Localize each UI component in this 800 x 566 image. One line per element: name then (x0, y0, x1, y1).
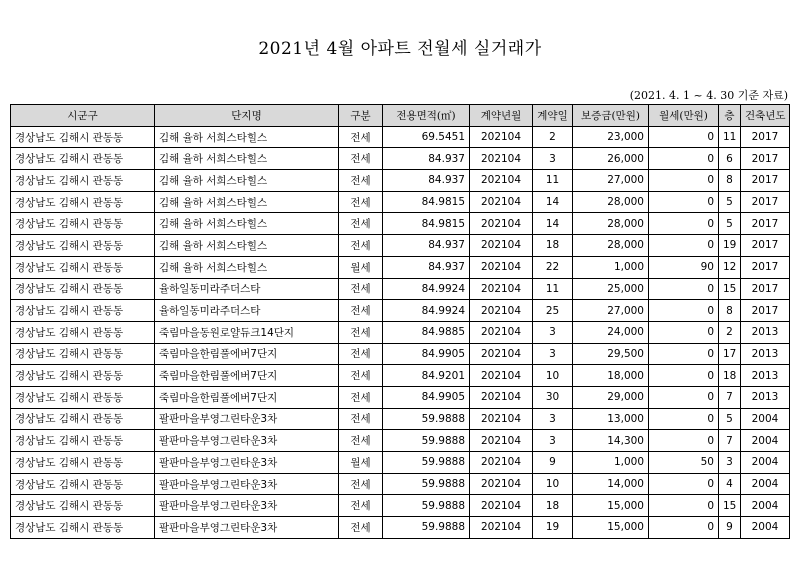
cell-area: 84.9905 (383, 343, 470, 365)
cell-monthly-rent: 0 (649, 495, 719, 517)
cell-contract-day: 14 (533, 191, 573, 213)
cell-deposit: 26,000 (573, 148, 649, 170)
cell-contract-day: 2 (533, 126, 573, 148)
cell-area: 84.9201 (383, 365, 470, 387)
cell-contract-month: 202104 (470, 452, 533, 474)
cell-floor: 4 (719, 473, 741, 495)
cell-contract-type: 전세 (339, 473, 383, 495)
cell-contract-day: 3 (533, 430, 573, 452)
cell-build-year: 2017 (741, 148, 790, 170)
cell-area: 59.9888 (383, 517, 470, 539)
cell-area: 84.9815 (383, 191, 470, 213)
cell-monthly-rent: 0 (649, 278, 719, 300)
cell-build-year: 2004 (741, 473, 790, 495)
cell-monthly-rent: 50 (649, 452, 719, 474)
cell-contract-month: 202104 (470, 256, 533, 278)
cell-floor: 6 (719, 148, 741, 170)
cell-contract-type: 전세 (339, 191, 383, 213)
cell-complex-name: 김해 율하 서희스타힐스 (155, 126, 339, 148)
column-header-region: 시군구 (11, 105, 155, 127)
cell-build-year: 2013 (741, 343, 790, 365)
cell-floor: 15 (719, 278, 741, 300)
cell-contract-day: 30 (533, 386, 573, 408)
cell-region: 경상남도 김해시 관동동 (11, 148, 155, 170)
cell-complex-name: 김해 율하 서희스타힐스 (155, 170, 339, 192)
cell-monthly-rent: 0 (649, 517, 719, 539)
cell-region: 경상남도 김해시 관동동 (11, 191, 155, 213)
cell-contract-type: 전세 (339, 235, 383, 257)
cell-area: 84.9924 (383, 300, 470, 322)
cell-build-year: 2004 (741, 408, 790, 430)
table-row (11, 365, 790, 387)
cell-region: 경상남도 김해시 관동동 (11, 473, 155, 495)
cell-area: 84.937 (383, 148, 470, 170)
cell-floor: 19 (719, 235, 741, 257)
cell-build-year: 2013 (741, 321, 790, 343)
cell-contract-month: 202104 (470, 278, 533, 300)
table-row (11, 300, 790, 322)
rental-transactions-table (10, 104, 790, 539)
cell-floor: 7 (719, 430, 741, 452)
cell-build-year: 2017 (741, 278, 790, 300)
cell-contract-month: 202104 (470, 321, 533, 343)
cell-area: 69.5451 (383, 126, 470, 148)
cell-deposit: 29,500 (573, 343, 649, 365)
cell-area: 59.9888 (383, 473, 470, 495)
column-header-deposit: 보증금(만원) (573, 105, 649, 127)
cell-complex-name: 김해 율하 서희스타힐스 (155, 256, 339, 278)
cell-floor: 5 (719, 213, 741, 235)
table-body (11, 126, 790, 538)
cell-complex-name: 김해 율하 서희스타힐스 (155, 235, 339, 257)
cell-monthly-rent: 90 (649, 256, 719, 278)
column-header-contract-month: 계약년월 (470, 105, 533, 127)
cell-region: 경상남도 김해시 관동동 (11, 235, 155, 257)
cell-deposit: 28,000 (573, 235, 649, 257)
cell-contract-month: 202104 (470, 126, 533, 148)
cell-complex-name: 팔판마을부영그린타운3차 (155, 452, 339, 474)
table-row (11, 126, 790, 148)
column-header-build-year: 건축년도 (741, 105, 790, 127)
cell-region: 경상남도 김해시 관동동 (11, 365, 155, 387)
cell-monthly-rent: 0 (649, 170, 719, 192)
cell-area: 84.9885 (383, 321, 470, 343)
cell-contract-month: 202104 (470, 343, 533, 365)
cell-deposit: 1,000 (573, 256, 649, 278)
cell-contract-month: 202104 (470, 386, 533, 408)
cell-contract-month: 202104 (470, 473, 533, 495)
cell-monthly-rent: 0 (649, 365, 719, 387)
cell-contract-day: 10 (533, 473, 573, 495)
cell-contract-type: 전세 (339, 430, 383, 452)
cell-contract-day: 19 (533, 517, 573, 539)
cell-build-year: 2017 (741, 300, 790, 322)
cell-area: 84.9815 (383, 213, 470, 235)
cell-contract-day: 3 (533, 321, 573, 343)
cell-monthly-rent: 0 (649, 473, 719, 495)
cell-contract-day: 11 (533, 278, 573, 300)
cell-contract-type: 전세 (339, 126, 383, 148)
table-row (11, 321, 790, 343)
cell-contract-type: 전세 (339, 408, 383, 430)
cell-contract-month: 202104 (470, 365, 533, 387)
table-row (11, 148, 790, 170)
cell-monthly-rent: 0 (649, 386, 719, 408)
cell-deposit: 15,000 (573, 495, 649, 517)
document-title: 2021년 4월 아파트 전월세 실거래가 (258, 39, 542, 59)
cell-area: 84.9924 (383, 278, 470, 300)
cell-monthly-rent: 0 (649, 408, 719, 430)
cell-deposit: 1,000 (573, 452, 649, 474)
cell-deposit: 29,000 (573, 386, 649, 408)
cell-region: 경상남도 김해시 관동동 (11, 430, 155, 452)
cell-monthly-rent: 0 (649, 235, 719, 257)
cell-deposit: 28,000 (573, 213, 649, 235)
cell-monthly-rent: 0 (649, 191, 719, 213)
cell-contract-type: 전세 (339, 213, 383, 235)
cell-contract-day: 22 (533, 256, 573, 278)
cell-monthly-rent: 0 (649, 343, 719, 365)
cell-contract-month: 202104 (470, 430, 533, 452)
cell-build-year: 2017 (741, 256, 790, 278)
table-row (11, 495, 790, 517)
cell-complex-name: 죽림마을한림풀에버7단지 (155, 343, 339, 365)
cell-monthly-rent: 0 (649, 321, 719, 343)
cell-contract-month: 202104 (470, 517, 533, 539)
cell-contract-type: 전세 (339, 300, 383, 322)
cell-deposit: 27,000 (573, 300, 649, 322)
cell-region: 경상남도 김해시 관동동 (11, 278, 155, 300)
table-row (11, 408, 790, 430)
table-row (11, 452, 790, 474)
column-header-floor: 층 (719, 105, 741, 127)
cell-contract-type: 월세 (339, 452, 383, 474)
cell-contract-month: 202104 (470, 213, 533, 235)
cell-build-year: 2017 (741, 170, 790, 192)
cell-monthly-rent: 0 (649, 300, 719, 322)
cell-deposit: 28,000 (573, 191, 649, 213)
cell-area: 59.9888 (383, 430, 470, 452)
cell-build-year: 2017 (741, 235, 790, 257)
cell-area: 84.937 (383, 235, 470, 257)
cell-monthly-rent: 0 (649, 213, 719, 235)
cell-deposit: 14,300 (573, 430, 649, 452)
cell-floor: 5 (719, 191, 741, 213)
cell-complex-name: 팔판마을부영그린타운3차 (155, 473, 339, 495)
cell-complex-name: 팔판마을부영그린타운3차 (155, 517, 339, 539)
cell-build-year: 2004 (741, 452, 790, 474)
cell-floor: 7 (719, 386, 741, 408)
cell-deposit: 14,000 (573, 473, 649, 495)
cell-contract-day: 11 (533, 170, 573, 192)
cell-build-year: 2017 (741, 213, 790, 235)
cell-complex-name: 죽림마을동원로얄듀크14단지 (155, 321, 339, 343)
cell-build-year: 2017 (741, 126, 790, 148)
cell-floor: 18 (719, 365, 741, 387)
cell-deposit: 13,000 (573, 408, 649, 430)
column-header-complex-name: 단지명 (155, 105, 339, 127)
table-row (11, 430, 790, 452)
cell-region: 경상남도 김해시 관동동 (11, 170, 155, 192)
cell-build-year: 2004 (741, 495, 790, 517)
cell-monthly-rent: 0 (649, 148, 719, 170)
table-row (11, 256, 790, 278)
column-header-monthly-rent: 월세(만원) (649, 105, 719, 127)
cell-region: 경상남도 김해시 관동동 (11, 213, 155, 235)
cell-floor: 3 (719, 452, 741, 474)
cell-floor: 12 (719, 256, 741, 278)
table-row (11, 213, 790, 235)
cell-floor: 15 (719, 495, 741, 517)
cell-region: 경상남도 김해시 관동동 (11, 300, 155, 322)
cell-complex-name: 김해 율하 서희스타힐스 (155, 148, 339, 170)
cell-complex-name: 죽림마을한림풀에버7단지 (155, 365, 339, 387)
cell-contract-type: 월세 (339, 256, 383, 278)
cell-contract-type: 전세 (339, 495, 383, 517)
cell-region: 경상남도 김해시 관동동 (11, 517, 155, 539)
cell-floor: 8 (719, 170, 741, 192)
cell-region: 경상남도 김해시 관동동 (11, 126, 155, 148)
cell-deposit: 25,000 (573, 278, 649, 300)
cell-contract-type: 전세 (339, 148, 383, 170)
cell-region: 경상남도 김해시 관동동 (11, 343, 155, 365)
cell-region: 경상남도 김해시 관동동 (11, 408, 155, 430)
table-row (11, 473, 790, 495)
cell-area: 59.9888 (383, 495, 470, 517)
table-header-row (11, 105, 790, 127)
cell-contract-day: 25 (533, 300, 573, 322)
cell-contract-month: 202104 (470, 300, 533, 322)
column-header-contract-type: 구분 (339, 105, 383, 127)
cell-contract-type: 전세 (339, 278, 383, 300)
cell-contract-type: 전세 (339, 170, 383, 192)
cell-floor: 9 (719, 517, 741, 539)
cell-build-year: 2017 (741, 191, 790, 213)
cell-deposit: 18,000 (573, 365, 649, 387)
cell-contract-month: 202104 (470, 235, 533, 257)
cell-deposit: 23,000 (573, 126, 649, 148)
column-header-area: 전용면적(㎡) (383, 105, 470, 127)
cell-contract-month: 202104 (470, 170, 533, 192)
table-row (11, 170, 790, 192)
cell-deposit: 15,000 (573, 517, 649, 539)
table-row (11, 343, 790, 365)
cell-region: 경상남도 김해시 관동동 (11, 256, 155, 278)
table-row (11, 191, 790, 213)
cell-floor: 5 (719, 408, 741, 430)
cell-complex-name: 김해 율하 서희스타힐스 (155, 191, 339, 213)
cell-build-year: 2004 (741, 430, 790, 452)
cell-complex-name: 죽림마을한림풀에버7단지 (155, 386, 339, 408)
cell-build-year: 2013 (741, 386, 790, 408)
cell-contract-month: 202104 (470, 191, 533, 213)
table-row (11, 517, 790, 539)
cell-contract-month: 202104 (470, 495, 533, 517)
cell-monthly-rent: 0 (649, 126, 719, 148)
cell-region: 경상남도 김해시 관동동 (11, 386, 155, 408)
table-row (11, 278, 790, 300)
table-row (11, 235, 790, 257)
cell-contract-day: 10 (533, 365, 573, 387)
date-range-note: (2021. 4. 1 ~ 4. 30 기준 자료) (629, 89, 788, 102)
cell-complex-name: 율하일동미라주더스타 (155, 300, 339, 322)
cell-contract-day: 3 (533, 148, 573, 170)
cell-region: 경상남도 김해시 관동동 (11, 495, 155, 517)
cell-area: 59.9888 (383, 408, 470, 430)
cell-deposit: 24,000 (573, 321, 649, 343)
cell-contract-day: 3 (533, 343, 573, 365)
cell-complex-name: 김해 율하 서희스타힐스 (155, 213, 339, 235)
cell-monthly-rent: 0 (649, 430, 719, 452)
cell-deposit: 27,000 (573, 170, 649, 192)
cell-floor: 8 (719, 300, 741, 322)
cell-contract-day: 9 (533, 452, 573, 474)
cell-contract-month: 202104 (470, 408, 533, 430)
cell-area: 59.9888 (383, 452, 470, 474)
cell-area: 84.937 (383, 170, 470, 192)
table-row (11, 386, 790, 408)
cell-region: 경상남도 김해시 관동동 (11, 321, 155, 343)
cell-contract-type: 전세 (339, 365, 383, 387)
cell-area: 84.937 (383, 256, 470, 278)
cell-floor: 11 (719, 126, 741, 148)
cell-floor: 17 (719, 343, 741, 365)
cell-build-year: 2004 (741, 517, 790, 539)
cell-complex-name: 팔판마을부영그린타운3차 (155, 495, 339, 517)
cell-contract-type: 전세 (339, 321, 383, 343)
cell-contract-day: 3 (533, 408, 573, 430)
column-header-contract-day: 계약일 (533, 105, 573, 127)
cell-build-year: 2013 (741, 365, 790, 387)
cell-contract-day: 18 (533, 495, 573, 517)
cell-complex-name: 팔판마을부영그린타운3차 (155, 430, 339, 452)
cell-contract-month: 202104 (470, 148, 533, 170)
cell-complex-name: 율하일동미라주더스타 (155, 278, 339, 300)
cell-area: 84.9905 (383, 386, 470, 408)
cell-floor: 2 (719, 321, 741, 343)
cell-contract-day: 14 (533, 213, 573, 235)
cell-contract-day: 18 (533, 235, 573, 257)
cell-contract-type: 전세 (339, 517, 383, 539)
cell-contract-type: 전세 (339, 343, 383, 365)
cell-complex-name: 팔판마을부영그린타운3차 (155, 408, 339, 430)
cell-region: 경상남도 김해시 관동동 (11, 452, 155, 474)
cell-contract-type: 전세 (339, 386, 383, 408)
